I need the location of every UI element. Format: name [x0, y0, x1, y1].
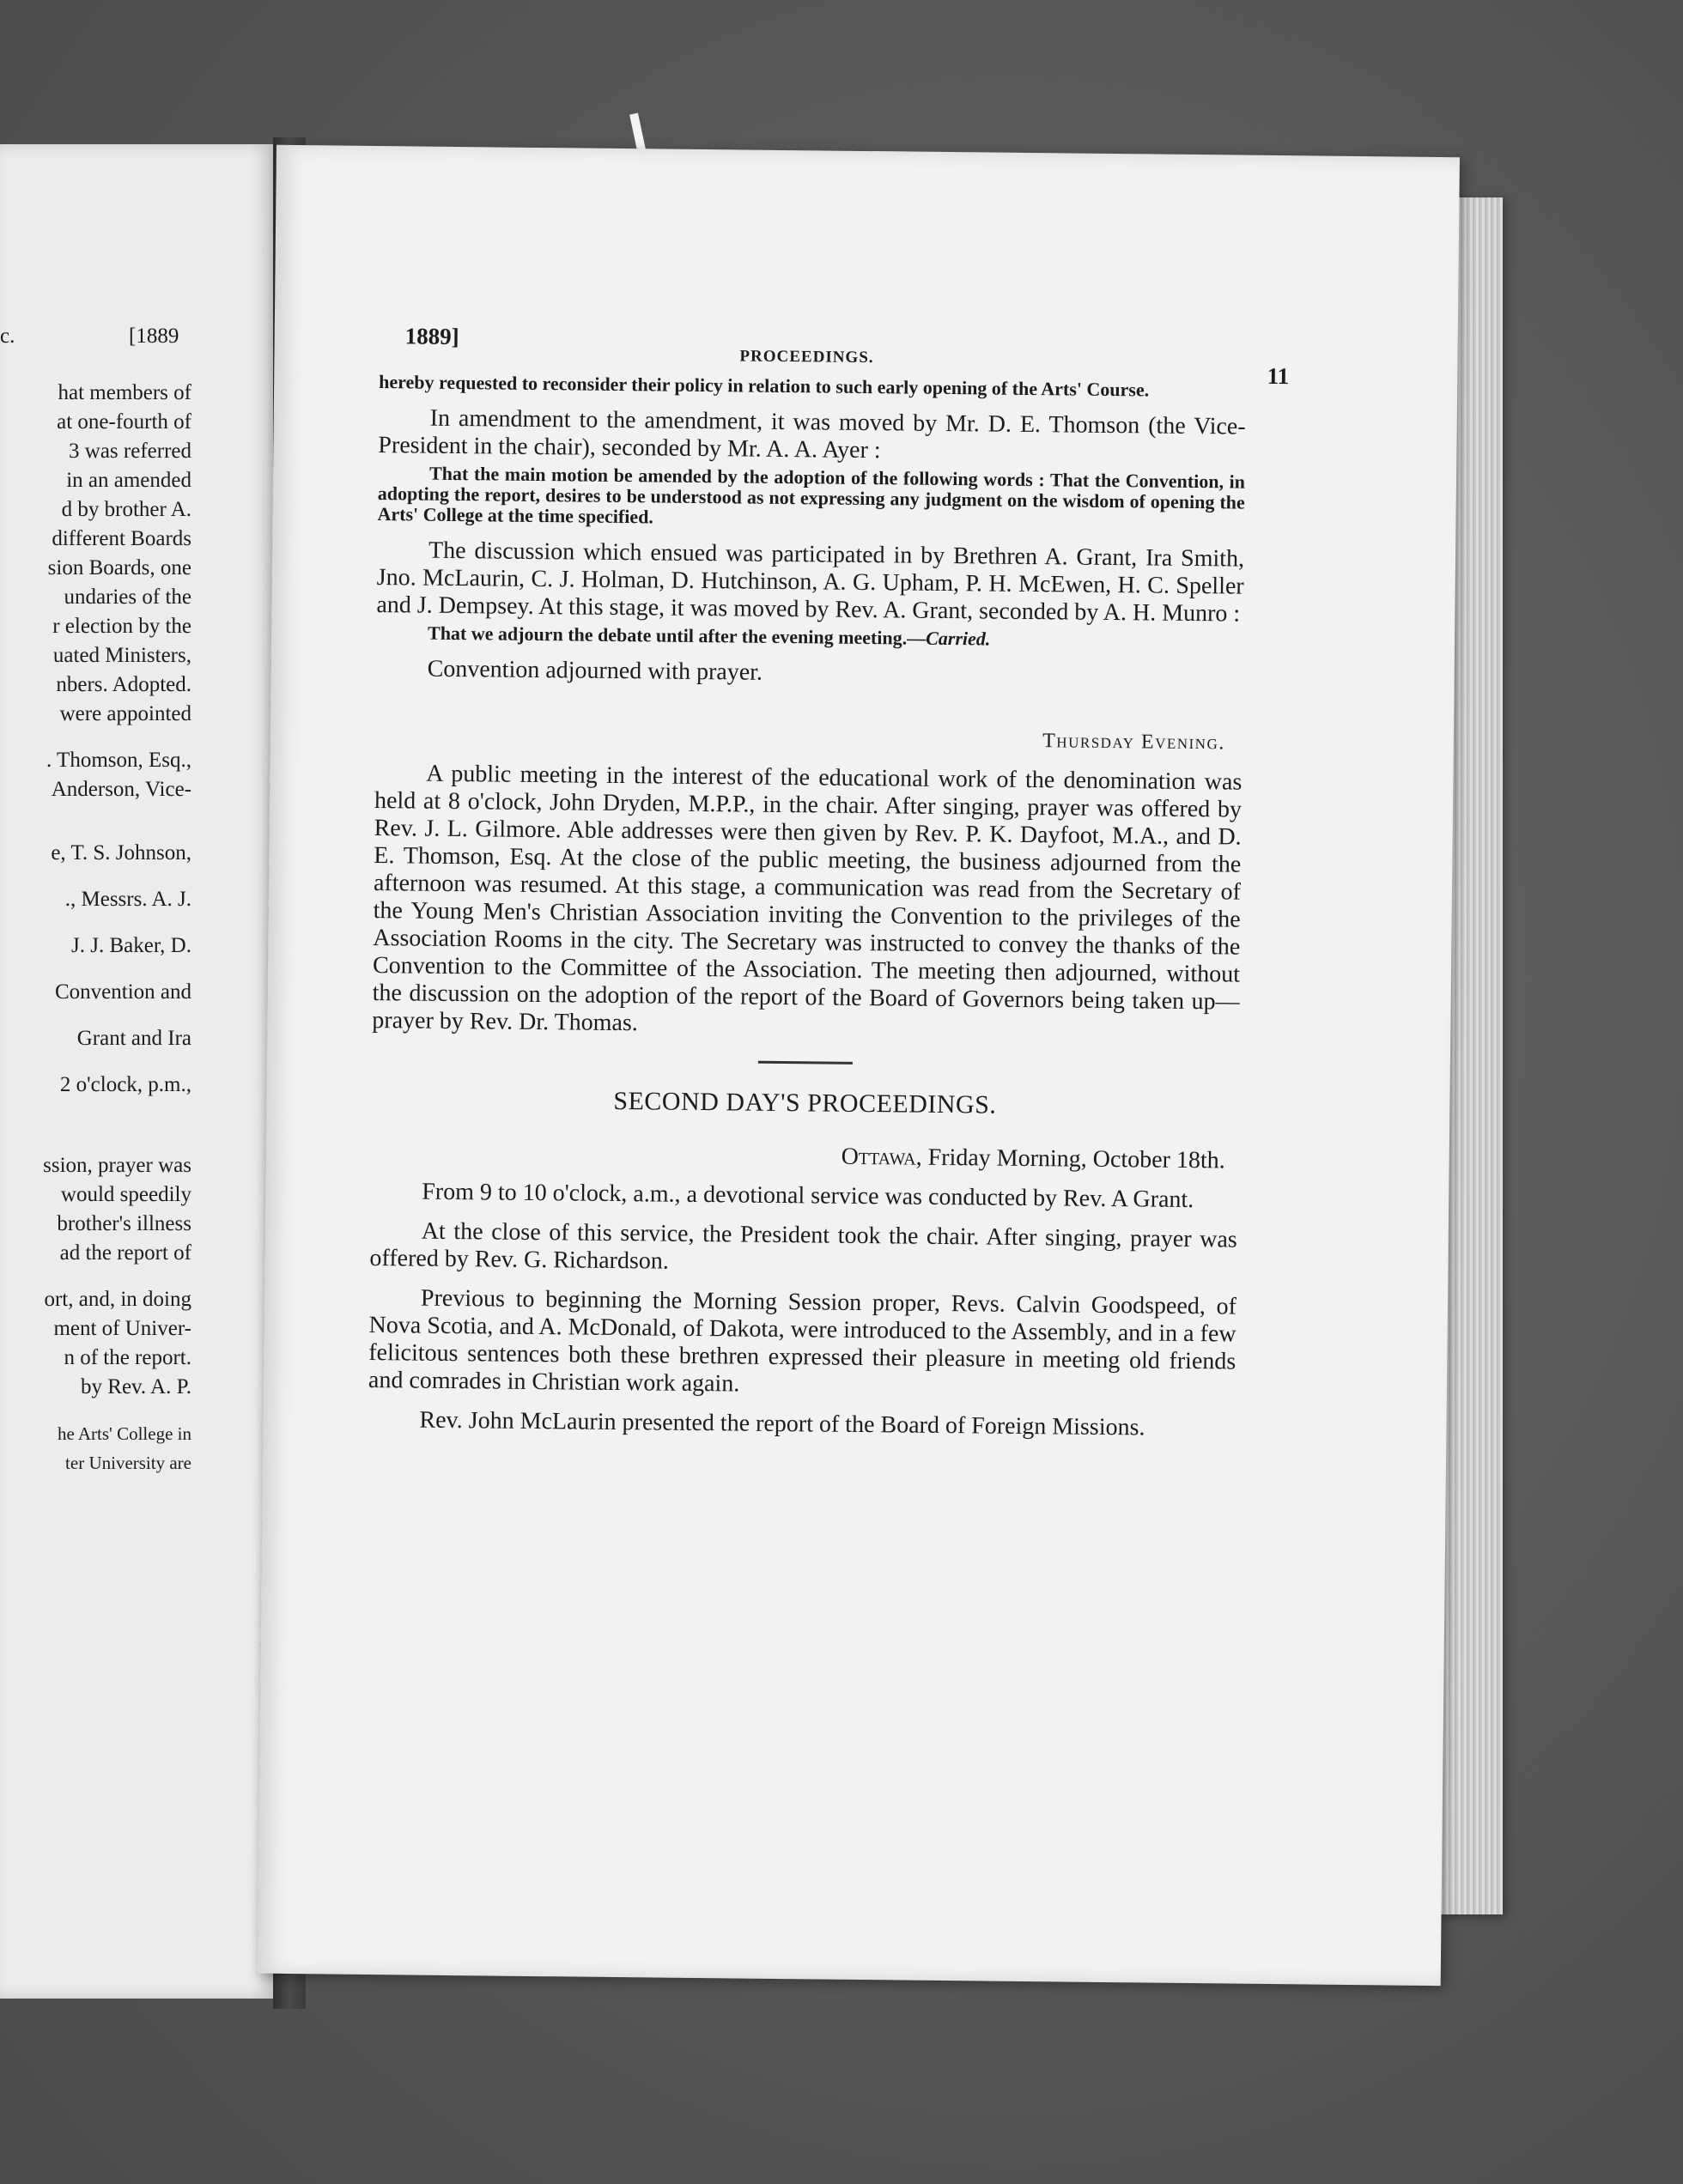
left-page-line: J. J. Baker, D.: [71, 934, 191, 957]
amendment-paragraph: In amendment to the amendment, it was moved by Mr. D. E. Thomson (the Vice-President in the chair), seconded by Mr. A. A. Ayer :: [378, 404, 1246, 464]
left-page-line: Grant and Ira: [76, 1027, 191, 1050]
adjourned-paragraph: Convention adjourned with prayer.: [427, 655, 763, 686]
left-header-mark: c.: [0, 325, 15, 348]
left-page-line: he Arts' College in: [57, 1423, 191, 1444]
left-page-line: in an amended: [66, 469, 191, 492]
left-page-line: Convention and: [54, 980, 191, 1004]
left-page-line: 2 o'clock, p.m.,: [59, 1073, 191, 1096]
left-page-line: 3 was referred: [69, 440, 191, 463]
dateline: [371, 1138, 1225, 1174]
visitors-paragraph: Previous to beginning the Morning Session proper, Revs. Calvin Goodspeed, of Nova Scotia, and A. McDonald, of Dakota, were introduced to the Assembly, and in a few felicitous sentences both these brethren expressed their pleasure in meeting old friends and comrades in Christian work again.: [368, 1284, 1237, 1398]
left-page-line: ort, and, in doing: [44, 1288, 191, 1311]
amendment-quote: That the main motion be amended by the adoption of the following words : That the Convention, in adopting the report, desires to be understood as not expressing any judgment on the wisdom of opening the Arts' College at the time specified.: [377, 462, 1246, 528]
left-page-line: different Boards: [52, 527, 191, 550]
right-page: [258, 145, 1460, 1986]
header-title: PROCEEDINGS.: [739, 347, 874, 367]
left-page-line: nbers. Adopted.: [56, 673, 191, 696]
page-number: 11: [1267, 362, 1290, 390]
left-page-line: r election by the: [52, 615, 191, 638]
section-title: SECOND DAY'S PROCEEDINGS.: [613, 1086, 997, 1119]
left-page: [0, 144, 273, 1999]
left-page-line: undaries of the: [64, 585, 191, 609]
left-page-line: were appointed: [59, 702, 191, 725]
adjourn-result: Carried.: [926, 627, 991, 650]
left-page-line: ., Messrs. A. J.: [64, 888, 191, 911]
left-page-line: . Thomson, Esq.,: [46, 749, 191, 772]
evening-paragraph: A public meeting in the interest of the educational work of the denomination was held at 8 o'clock, John Dryden, M.P.P., in the chair. After singing, prayer was offered by Rev. J. L. Gilmore. Able addresses were then given by Rev. P. K. Dayfoot, M.A., and D. E. Thomson, Esq. At the close of the public meeting, the business adjourned from the afternoon was resumed. At this stage, a communication was read from the Secretary of the Young Men's Christian Association inviting the Convention to the privileges of the Association Rooms in the city. The Secretary was instructed to convey the thanks of the Convention to the Committee of the Association. The meeting then adjourned, without the discussion on the adoption of the report of the Board of Governors being taken up—prayer by Rev. Dr. Thomas.: [372, 760, 1243, 1037]
opening-quote: hereby requested to reconsider their policy in relation to such early opening of the Arts' Course.: [379, 371, 1150, 401]
dateline-place: Ottawa,: [841, 1143, 922, 1171]
left-page-line: by Rev. A. P.: [81, 1375, 191, 1398]
left-page-line: hat members of: [58, 381, 191, 404]
evening-heading: Thursday Evening.: [1042, 730, 1225, 755]
header-year: 1889]: [404, 323, 459, 350]
foreign-missions-paragraph: Rev. John McLaurin presented the report of the Board of Foreign Missions.: [419, 1406, 1145, 1441]
adjourn-quote: [376, 622, 1243, 652]
president-paragraph: At the close of this service, the President took the chair. After singing, prayer was offered by Rev. G. Richardson.: [369, 1217, 1237, 1275]
left-page-line: n of the report.: [64, 1346, 191, 1369]
left-page-line: would speedily: [60, 1183, 191, 1206]
discussion-paragraph: The discussion which ensued was participated in by Brethren A. Grant, Ira Smith, Jno. McLaurin, C. J. Holman, D. Hutchinson, A. G. Upham, P. H. McEwen, H. C. Speller and J. Dempsey. At this stage, it was moved by Rev. A. Grant, seconded by A. H. Munro :: [376, 537, 1245, 628]
section-divider: [758, 1061, 853, 1065]
adjourn-quote-text: That we adjourn the debate until after the evening meeting.—: [427, 622, 927, 649]
left-page-line: d by brother A.: [61, 498, 191, 521]
left-page-line: ssion, prayer was: [43, 1154, 191, 1177]
left-page-line: uated Ministers,: [52, 644, 191, 667]
devotional-paragraph: From 9 to 10 o'clock, a.m., a devotional service was conducted by Rev. A Grant.: [422, 1178, 1194, 1214]
left-page-line: ter University are: [65, 1453, 191, 1473]
left-page-line: ment of Univer-: [53, 1317, 191, 1340]
left-header-year: [1889: [129, 325, 179, 348]
text-column: [368, 322, 1290, 1443]
left-page-line: sion Boards, one: [47, 556, 191, 579]
dateline-rest: Friday Morning, October 18th.: [927, 1144, 1225, 1174]
left-page-line: Anderson, Vice-: [51, 778, 191, 801]
left-page-line: brother's illness: [57, 1212, 191, 1235]
left-page-line: e, T. S. Johnson,: [51, 841, 191, 864]
left-page-line: ad the report of: [59, 1241, 191, 1265]
left-page-line: at one-fourth of: [57, 410, 191, 434]
